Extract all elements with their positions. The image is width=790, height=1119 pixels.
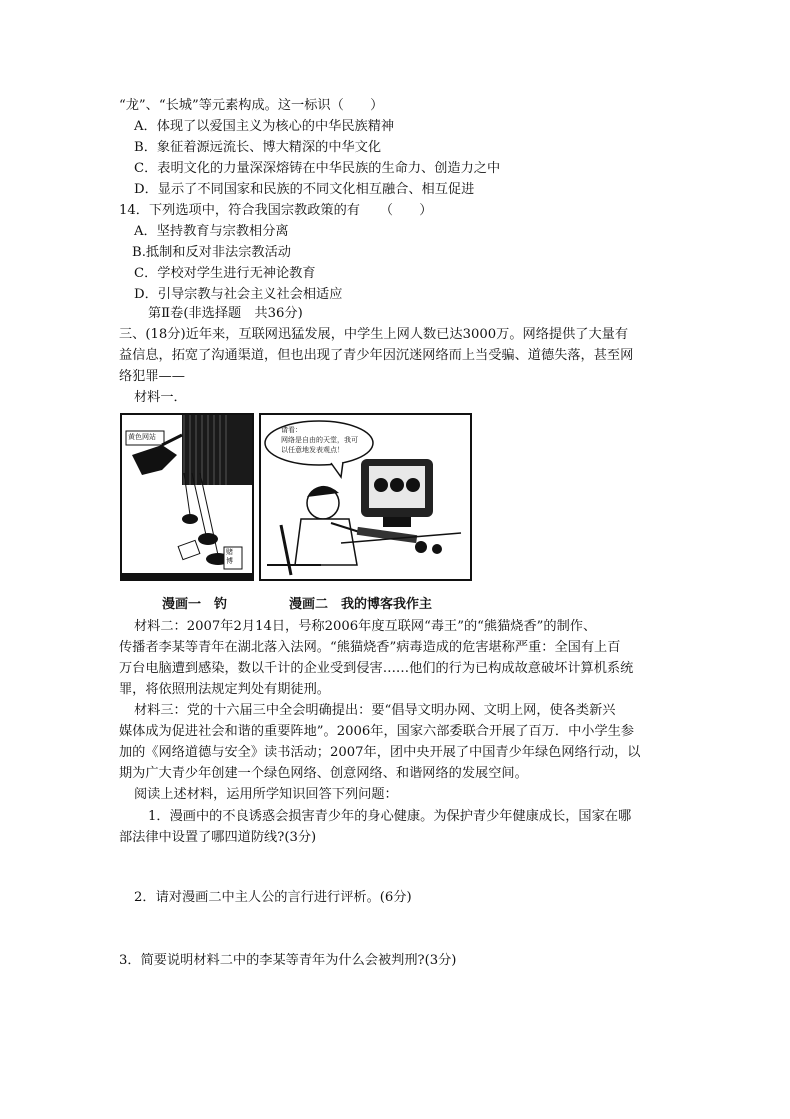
question-1: 1．漫画中的不良诱惑会损害青少年的身心健康。为保护青少年健康成长，国家在哪 bbox=[148, 809, 632, 824]
cartoon-2-bubble-line-3: 以任意地发表观点！ bbox=[281, 446, 344, 454]
option-d: D．引导宗教与社会主义社会相适应 bbox=[134, 287, 343, 302]
section-heading: 第Ⅱ卷(非选择题 共36分) bbox=[148, 306, 303, 321]
question-2: 2．请对漫画二中主人公的言行进行评析。(6分) bbox=[134, 890, 412, 905]
option-c: C．表明文化的力量深深熔铸在中华民族的生命力、创造力之中 bbox=[134, 161, 501, 176]
material-1-label: 材料一． bbox=[134, 390, 187, 405]
cartoon-1-caption: 漫画一 钓 bbox=[162, 597, 228, 612]
paragraph-line: 络犯罪—— bbox=[119, 369, 185, 384]
option-a: A．体现了以爱国主义为核心的中华民族精神 bbox=[134, 119, 395, 134]
material-3-line: 材料三：党的十六届三中全会明确提出：要“倡导文明办网、文明上网，使各类新兴 bbox=[134, 703, 616, 718]
cartoon-2-bubble-line-1: 请看： bbox=[281, 426, 302, 434]
text-line: “龙”、“长城”等元素构成。这一标识（ ） bbox=[119, 98, 384, 113]
material-2-line: 万台电脑遭到感染，数以千计的企业受到侵害……他们的行为已构成故意破坏计算机系统 bbox=[119, 661, 634, 676]
paragraph-line: 益信息，拓宽了沟通渠道，但也出现了青少年因沉迷网络而上当受骗、道德失落，甚至网 bbox=[119, 348, 634, 363]
option-d: D．显示了不同国家和民族的不同文化相互融合、相互促进 bbox=[134, 182, 475, 197]
cartoon-2-bubble-line-2: 网络是自由的天堂，我可 bbox=[281, 436, 358, 444]
paragraph-line: 三、(18分)近年来，互联网迅猛发展，中学生上网人数已达3000万。网络提供了大量有 bbox=[119, 327, 629, 342]
question-1: 部法律中设置了哪四道防线?(3分) bbox=[119, 830, 317, 845]
instruction-line: 阅读上述材料，运用所学知识回答下列问题： bbox=[134, 787, 398, 802]
material-2-line: 罪，将依照刑法规定判处有期徒刑。 bbox=[119, 682, 330, 697]
question-14: 14．下列选项中，符合我国宗教政策的有 （ ） bbox=[119, 203, 433, 218]
cartoon-1-sign-text: 黄色网站 bbox=[128, 433, 156, 441]
option-c: C．学校对学生进行无神论教育 bbox=[134, 266, 316, 281]
option-b: B.抵制和反对非法宗教活动 bbox=[132, 245, 291, 260]
cartoon-1-tag-text: 赌博 bbox=[226, 548, 233, 565]
material-2-line: 材料二：2007年2月14日，号称2006年度互联网“毒王”的“熊猫烧香”的制作、 bbox=[134, 619, 597, 634]
cartoon-2-caption: 漫画二 我的博客我作主 bbox=[289, 597, 433, 612]
question-3: 3．简要说明材料二中的李某等青年为什么会被判刑?(3分) bbox=[119, 953, 457, 968]
material-2-line: 传播者李某等青年在湖北落入法网。“熊猫烧香”病毒造成的危害堪称严重：全国有上百 bbox=[119, 640, 621, 655]
material-3-line: 加的《网络道德与安全》读书活动；2007年，团中央开展了中国青少年绿色网络行动，以 bbox=[119, 745, 641, 760]
material-3-line: 期为广大青少年创建一个绿色网络、创意网络、和谐网络的发展空间。 bbox=[119, 766, 528, 781]
cartoon-2 bbox=[259, 413, 472, 581]
material-3-line: 媒体成为促进社会和谐的重要阵地”。2006年，国家六部委联合开展了百万．中小学生参 bbox=[119, 724, 635, 739]
option-a: A．坚持教育与宗教相分离 bbox=[134, 224, 289, 239]
cartoon-1 bbox=[120, 413, 254, 581]
option-b: B．象征着源远流长、博大精深的中华文化 bbox=[134, 140, 382, 155]
